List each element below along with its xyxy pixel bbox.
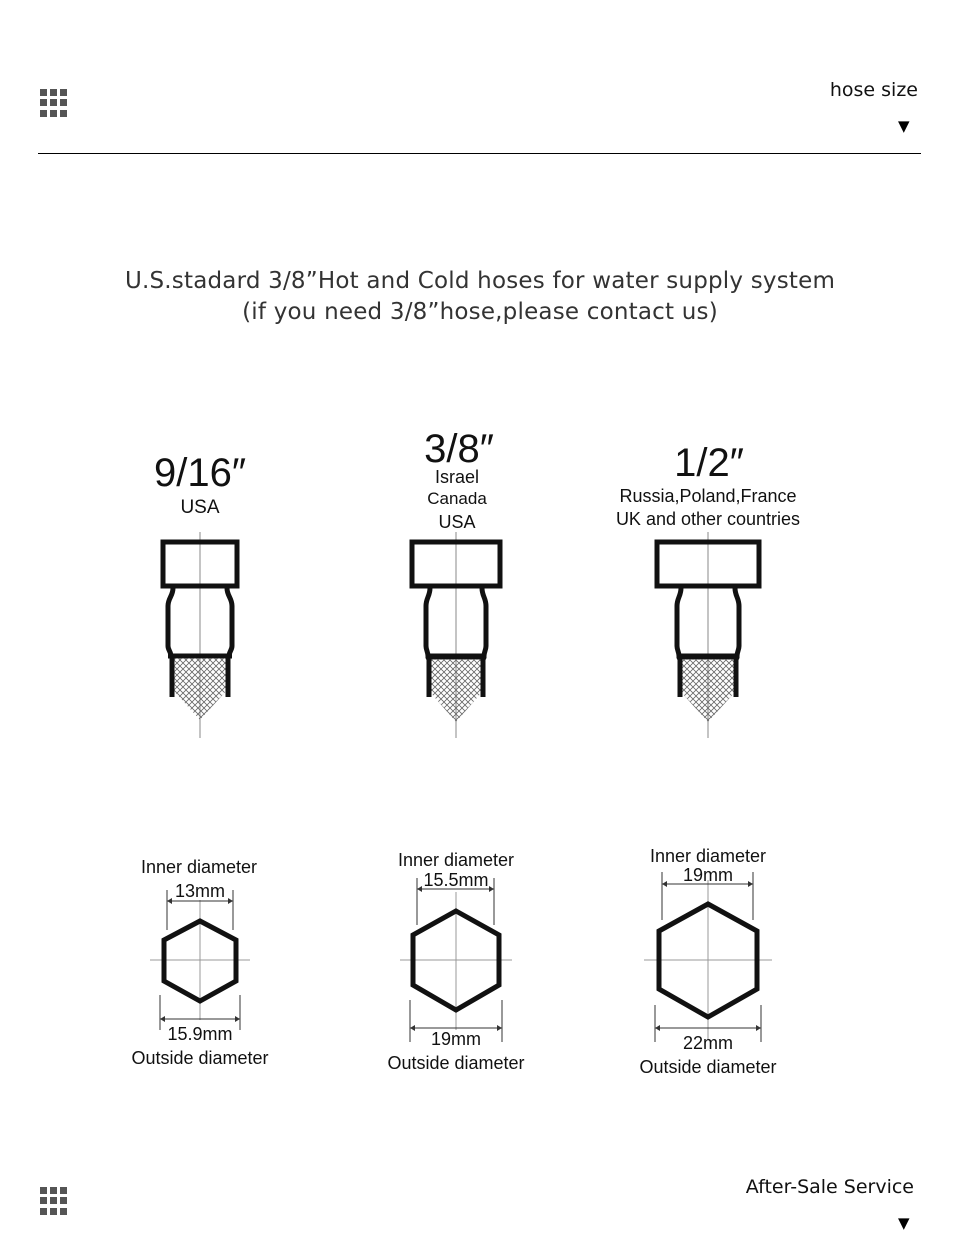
inner-diameter-label: Inner diameter (649, 846, 767, 866)
fitting-region-label: USA (438, 512, 476, 532)
hexagon-cross-section (644, 872, 772, 1042)
fitting-region-label: Israel (434, 467, 480, 487)
outer-diameter-value: 19mm (430, 1029, 482, 1049)
outer-diameter-label: Outside diameter (387, 1053, 525, 1073)
hexagon-cross-section (400, 878, 512, 1042)
grid-menu-icon[interactable] (40, 1187, 68, 1215)
outer-diameter-value: 15.9mm (167, 1024, 233, 1044)
inner-diameter-value: 15.5mm (423, 870, 489, 890)
section-title-after-sale: After-Sale Service (745, 1176, 914, 1198)
fitting-region-label: Canada (427, 489, 487, 508)
fitting-drawing (163, 532, 237, 738)
headline-line-1: U.S.stadard 3/8”Hot and Cold hoses for water supply system (124, 268, 836, 294)
fitting-drawing (412, 532, 500, 738)
outer-diameter-label: Outside diameter (639, 1057, 777, 1077)
fitting-region-label: USA (180, 497, 220, 518)
fitting-drawing (657, 532, 759, 738)
triangle-down-icon[interactable]: ▼ (898, 1214, 910, 1232)
fitting-region-label: Russia,Poland,France (619, 486, 797, 506)
fitting-size-label: 9/16″ (153, 451, 247, 495)
outer-diameter-value: 22mm (682, 1033, 734, 1053)
inner-diameter-label: Inner diameter (397, 850, 515, 870)
fitting-size-label: 1/2″ (674, 441, 744, 485)
inner-diameter-label: Inner diameter (140, 857, 258, 877)
inner-diameter-value: 19mm (682, 865, 734, 885)
fitting-size-label: 3/8″ (424, 427, 494, 471)
headline-line-2: (if you need 3/8”hose,please contact us) (242, 299, 718, 325)
section-title-hose-size: hose size (829, 79, 918, 101)
inner-diameter-value: 13mm (174, 881, 226, 901)
triangle-down-icon[interactable]: ▼ (898, 117, 910, 135)
fitting-region-label: UK and other countries (615, 509, 801, 529)
outer-diameter-label: Outside diameter (131, 1048, 269, 1068)
hexagon-cross-section (150, 890, 250, 1030)
